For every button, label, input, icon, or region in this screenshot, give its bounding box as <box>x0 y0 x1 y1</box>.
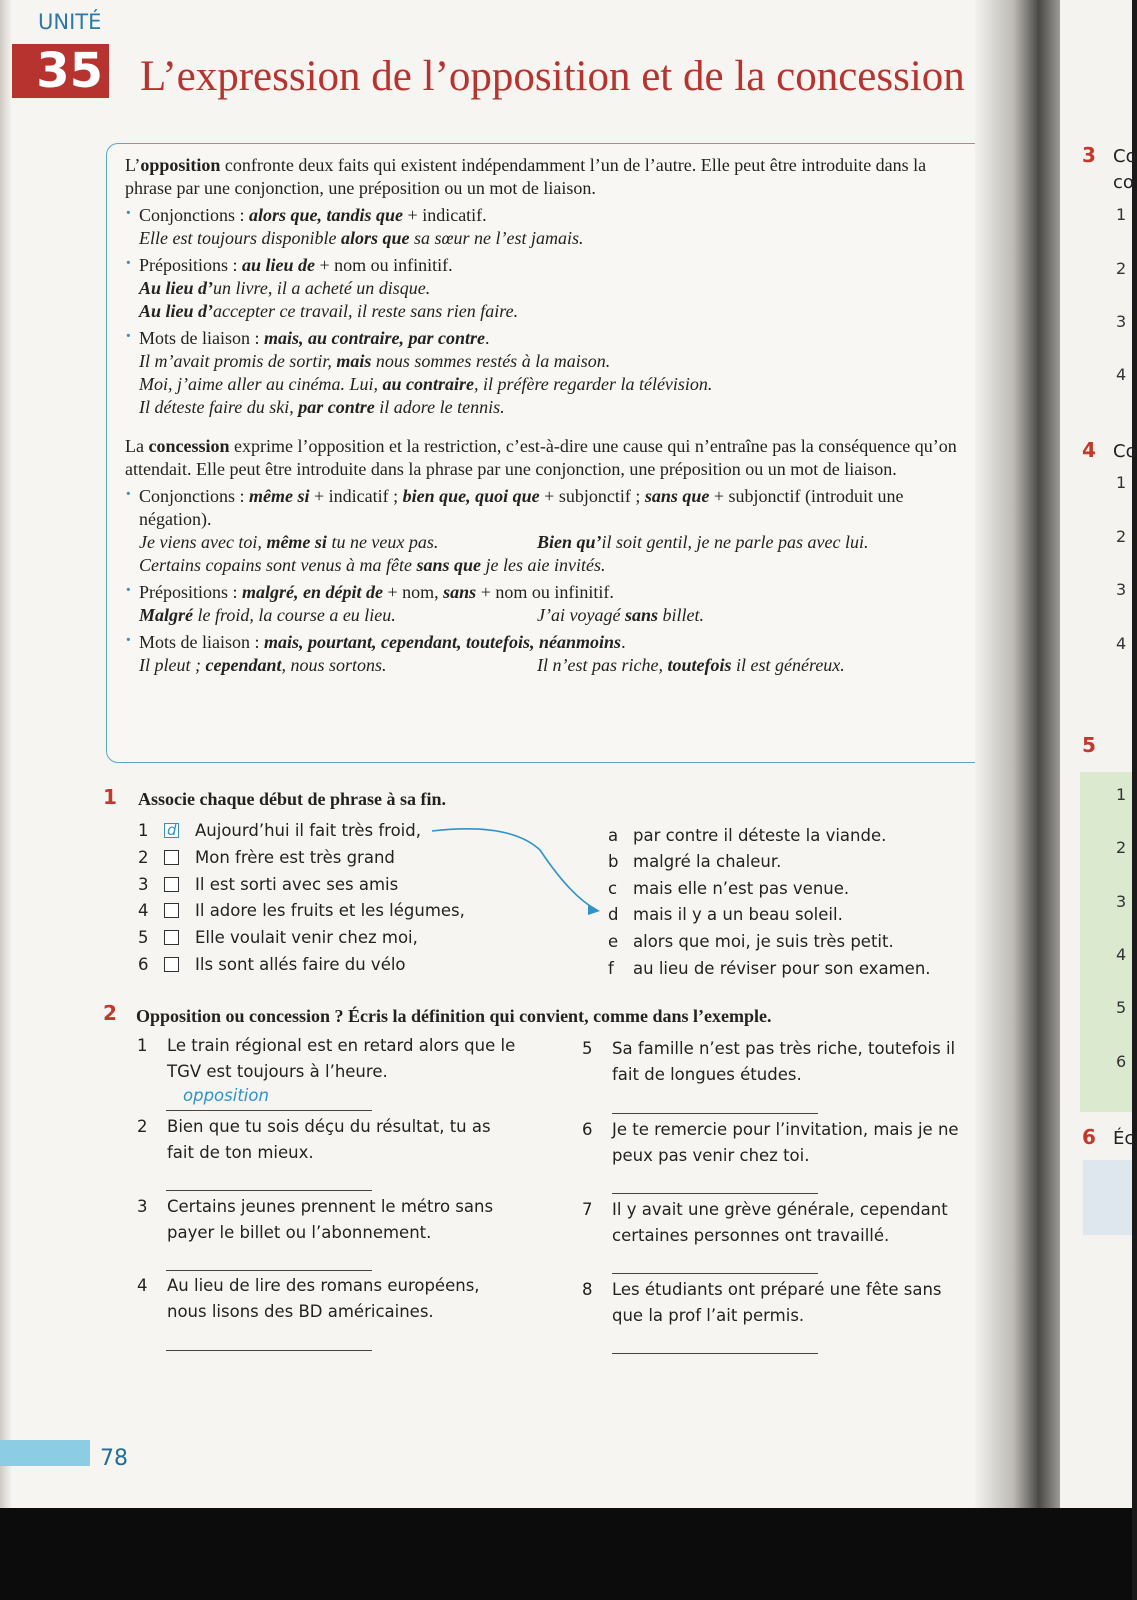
answer-line[interactable] <box>612 1353 818 1354</box>
list-item: 6 Ils sont allés faire du vélo <box>138 954 406 974</box>
facing-exercise-number: 5 <box>1082 733 1096 757</box>
list-item: b malgré la chaleur. <box>608 851 782 871</box>
answer-checkbox[interactable] <box>164 903 179 918</box>
opp-conjonctions: · Conjonctions : alors que, tandis que + indicatif. <box>125 204 969 227</box>
exercise-number: 1 <box>103 785 117 809</box>
facing-item-number: 2 <box>1116 527 1127 546</box>
facing-item-number: 4 <box>1116 365 1127 384</box>
grammar-box <box>106 143 986 763</box>
example: Au lieu d’un livre, il a acheté un disque. <box>139 278 431 298</box>
page-edge <box>0 0 12 1508</box>
facing-item-number: 1 <box>1116 473 1127 492</box>
example: Certains copains sont venus à ma fête sans que je les aie invités. <box>139 555 606 575</box>
scan-border <box>0 1508 1132 1600</box>
facing-exercise-text: co <box>1113 172 1134 193</box>
answer-line[interactable] <box>166 1190 372 1191</box>
example: Malgré le froid, la course a eu lieu. J’ai voyagé sans billet. <box>139 605 704 625</box>
example-answer: opposition <box>183 1086 269 1105</box>
list-item: 3 Il est sorti avec ses amis <box>138 874 399 894</box>
list-item: e alors que moi, je suis très petit. <box>608 931 894 951</box>
example-arrow <box>420 820 620 920</box>
list-item: 2 Mon frère est très grand <box>138 847 395 867</box>
answer-line[interactable] <box>166 1350 372 1351</box>
facing-exercise-number: 6 <box>1082 1125 1096 1149</box>
page-title: L’expression de l’opposition et de la concession <box>140 53 965 100</box>
facing-item-number: 5 <box>1116 998 1127 1017</box>
page-tab <box>0 1440 90 1466</box>
facing-exercise-text: Co <box>1113 441 1137 462</box>
concession-intro: La concession exprime l’opposition et la restriction, c’est-à-dire une cause qui n’entraîne pas la conséquence qu’on attendait. Elle peut être introduite dans la phrase par une conjonction, une préposition ou un mot de liaison. <box>125 436 957 479</box>
facing-page <box>1060 0 1135 1508</box>
con-conjonctions: · Conjonctions : même si + indicatif ; bien que, quoi que + subjonctif ; sans que + subjonctif (introduit une négation). <box>125 485 969 531</box>
list-item: 4 Il adore les fruits et les légumes, <box>138 900 465 920</box>
facing-item-number: 4 <box>1116 634 1127 653</box>
facing-exercise-number: 3 <box>1082 143 1096 167</box>
answer-line[interactable] <box>166 1270 372 1271</box>
exercise-instruction: Opposition ou concession ? Écris la définition qui convient, comme dans l’exemple. <box>136 1006 772 1026</box>
answer-checkbox[interactable] <box>164 930 179 945</box>
list-item: c mais elle n’est pas venue. <box>608 878 850 898</box>
example: Je viens avec toi, même si tu ne veux pas. Bien qu’il soit gentil, je ne parle pas avec lui. <box>139 532 869 552</box>
facing-item-number: 1 <box>1116 205 1127 224</box>
page-number: 78 <box>100 1446 128 1471</box>
answer-checkbox[interactable] <box>164 877 179 892</box>
facing-item-number: 3 <box>1116 312 1127 331</box>
facing-item-number: 2 <box>1116 259 1127 278</box>
unit-label: UNITÉ <box>38 10 102 34</box>
answer-checkbox[interactable] <box>164 957 179 972</box>
example: Au lieu d’accepter ce travail, il reste sans rien faire. <box>139 301 519 321</box>
facing-exercise-number: 4 <box>1082 438 1096 462</box>
example: Elle est toujours disponible alors que sa sœur ne l’est jamais. <box>139 228 584 248</box>
answer-line[interactable] <box>612 1193 818 1194</box>
facing-item-number: 2 <box>1116 838 1127 857</box>
list-item: f au lieu de réviser pour son examen. <box>608 958 931 978</box>
answer-line[interactable] <box>166 1110 372 1111</box>
example: Moi, j’aime aller au cinéma. Lui, au contraire, il préfère regarder la télévision. <box>139 374 713 394</box>
opposition-intro: L’opposition confronte deux faits qui existent indépendamment l’un de l’autre. Elle peut être introduite dans la phrase par une conjonction, une préposition ou un mot de liaison. <box>125 155 927 198</box>
facing-item-number: 6 <box>1116 1052 1127 1071</box>
facing-exercise-text: Co <box>1113 146 1137 167</box>
list-item: 1 d Aujourd’hui il fait très froid, <box>138 820 421 840</box>
facing-item-number: 1 <box>1116 785 1127 804</box>
facing-item-number: 4 <box>1116 945 1127 964</box>
exercise-instruction: Associe chaque début de phrase à sa fin. <box>138 789 447 809</box>
facing-item-number: 3 <box>1116 892 1127 911</box>
opp-prepositions: · Prépositions : au lieu de + nom ou infinitif. <box>125 254 969 277</box>
answer-checkbox[interactable] <box>164 850 179 865</box>
answer-checkbox[interactable]: d <box>164 823 179 838</box>
list-item: a par contre il déteste la viande. <box>608 825 887 845</box>
facing-page-blue-panel <box>1083 1160 1132 1235</box>
exercise-number: 2 <box>103 1001 117 1025</box>
example: Il m’avait promis de sortir, mais nous sommes restés à la maison. <box>139 351 611 371</box>
unit-number: 35 <box>12 44 109 98</box>
con-prepositions: · Prépositions : malgré, en dépit de + nom, sans + nom ou infinitif. <box>125 581 969 604</box>
list-item: 5 Elle voulait venir chez moi, <box>138 927 418 947</box>
answer-line[interactable] <box>612 1113 818 1114</box>
con-mots-de-liaison: · Mots de liaison : mais, pourtant, cependant, toutefois, néanmoins. <box>125 631 969 654</box>
answer-line[interactable] <box>612 1273 818 1274</box>
list-item: d mais il y a un beau soleil. <box>608 904 843 924</box>
example: Il déteste faire du ski, par contre il adore le tennis. <box>139 397 505 417</box>
opp-mots-de-liaison: · Mots de liaison : mais, au contraire, par contre. <box>125 327 969 350</box>
facing-item-number: 3 <box>1116 580 1127 599</box>
example: Il pleut ; cependant, nous sortons. Il n’est pas riche, toutefois il est généreux. <box>139 655 845 675</box>
facing-exercise-text: Éc <box>1113 1128 1135 1149</box>
